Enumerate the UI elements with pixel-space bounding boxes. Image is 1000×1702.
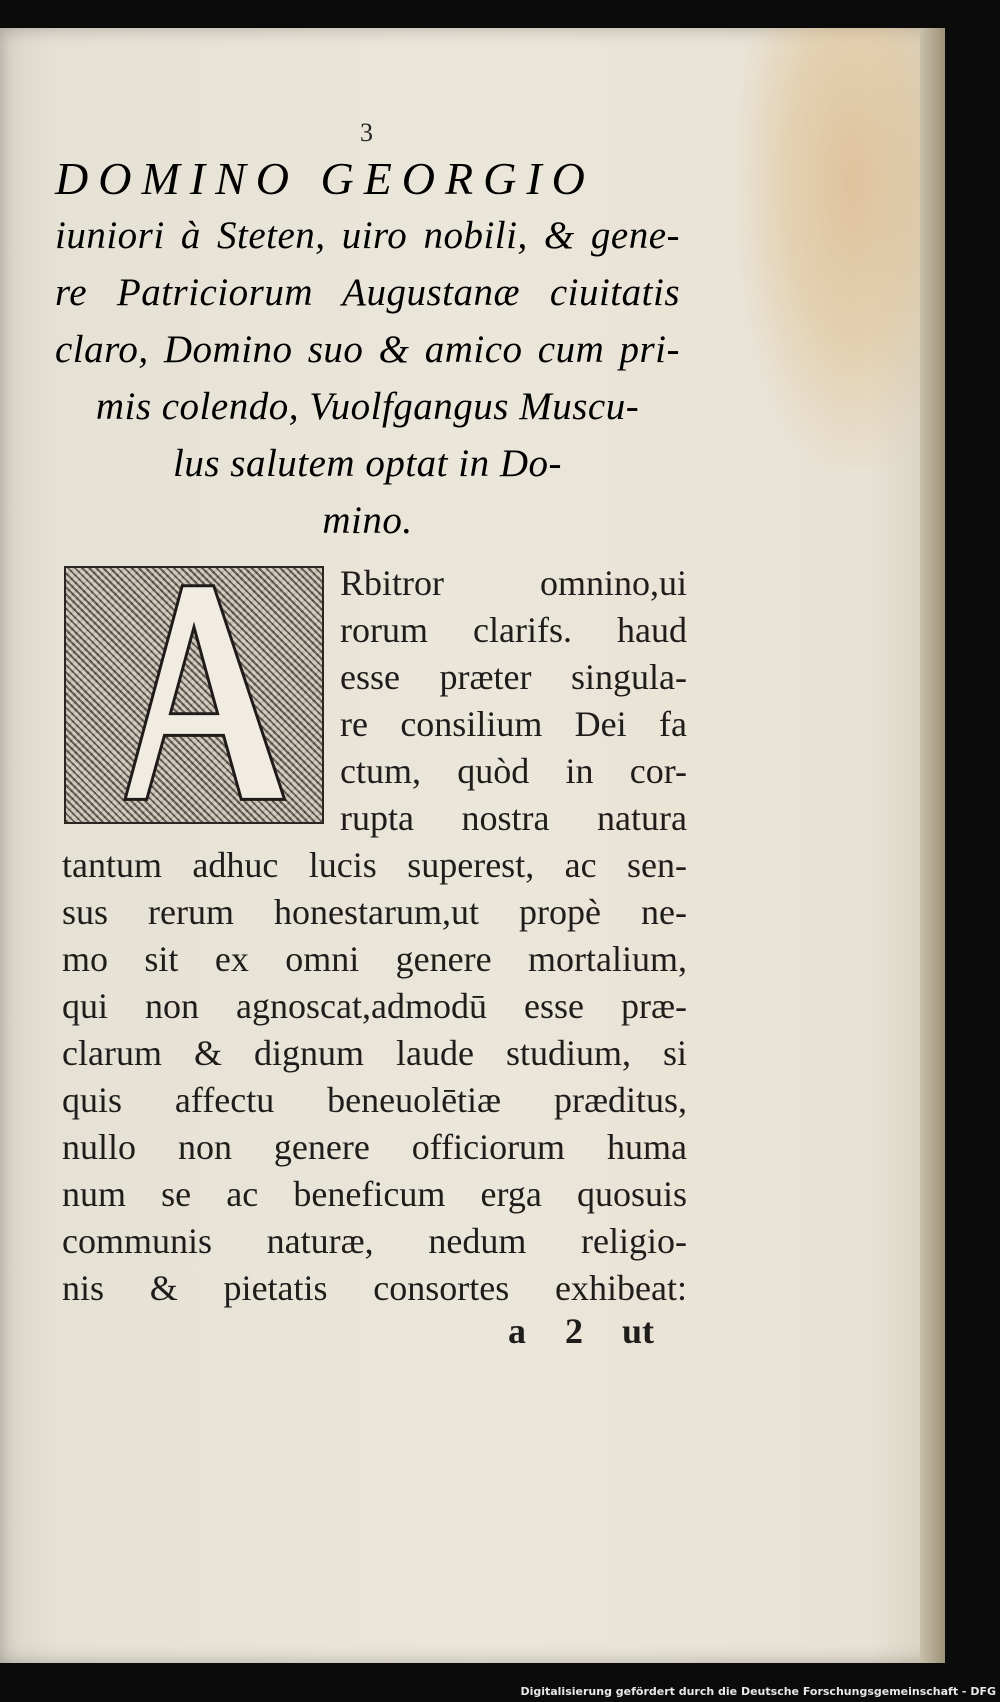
- water-stain: [740, 28, 945, 468]
- text-line: quis affectu beneuolētiæ præditus,: [62, 1080, 687, 1120]
- page-footer: [508, 1310, 654, 1352]
- text-line: num se ac beneficum erga quosuis: [62, 1174, 687, 1214]
- heading-line: DOMINO GEORGIO: [55, 153, 595, 204]
- heading-line: mis colendo, Vuolfgangus Muscu-: [95, 385, 640, 428]
- text-line: rupta nostra natura: [340, 798, 687, 838]
- dedication-heading: [55, 150, 680, 549]
- text-line: communis naturæ, nedum religio-: [62, 1221, 687, 1261]
- catchword: ut: [622, 1311, 655, 1351]
- heading-line: re Patriciorum Augustanæ ciuitatis: [55, 271, 680, 314]
- text-line: ctum, quòd in cor-: [340, 751, 687, 791]
- signature-mark: a 2: [508, 1311, 583, 1351]
- text-line: nullo non genere officiorum huma: [62, 1127, 687, 1167]
- heading-line: lus salutem optat in Do-: [173, 442, 562, 485]
- text-line: clarum & dignum laude studium, si: [62, 1033, 687, 1073]
- text-line: qui non agnoscat,admodū esse præ-: [62, 986, 687, 1026]
- text-line: mo sit ex omni genere mortalium,: [62, 939, 687, 979]
- digitization-credit: Digitalisierung gefördert durch die Deutsche Forschungsgemeinschaft - DFG: [520, 1685, 996, 1698]
- text-line: re consilium Dei fa: [340, 704, 687, 744]
- text-line: esse præter singula-: [340, 657, 687, 697]
- text-line: nis & pietatis consortes exhibeat:: [62, 1268, 687, 1308]
- heading-line: mino.: [322, 499, 413, 542]
- folio-number: 3: [360, 118, 373, 147]
- heading-line: iuniori à Steten, uiro nobili, & gene-: [55, 214, 680, 257]
- text-line: Rbitror omnino,ui: [340, 563, 687, 603]
- main-text: [62, 560, 687, 1312]
- text-line: rorum clarifs. haud: [340, 610, 687, 650]
- text-line: sus rerum honestarum,ut propè ne-: [62, 892, 687, 932]
- page-edge: [920, 28, 945, 1663]
- text-line: tantum adhuc lucis superest, ac sen-: [62, 845, 687, 885]
- heading-line: claro, Domino suo & amico cum pri-: [55, 328, 680, 371]
